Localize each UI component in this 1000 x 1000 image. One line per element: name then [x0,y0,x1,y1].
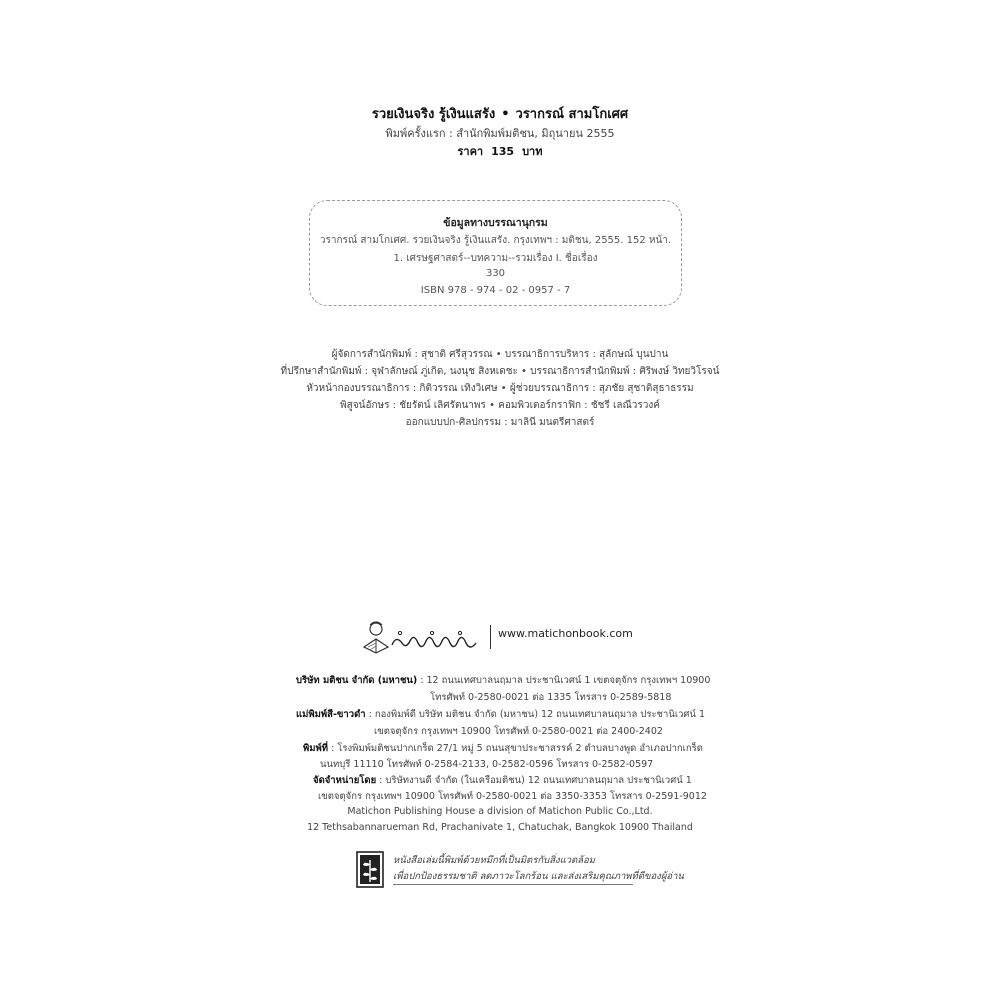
eco-notice-line: เพื่อปกป้องธรรมชาติ ลดภาวะโลกร้อน และส่งเสริมคุณภาพที่ดีของผู้อ่าน [393,871,684,882]
distributor-address-line: : บริษัทงานดี จำกัด (ในเครือมติชน) 12 ถนนเทศบาลนฤมาล ประชานิเวศน์ 1 [376,775,692,786]
cataloging-line: วรากรณ์ สามโกเศศ. รวยเงินจริง รู้เงินแสรัง. กรุงเทพฯ : มติชน, 2555. 152 หน้า. [319,235,672,246]
printer-address-line: : โรงพิมพ์มติชนปากเกร็ด 27/1 หมู่ 5 ถนนสุขาประชาสรรค์ 2 ตำบลบางพูด อำเภอปากเกร็ด [328,743,703,754]
eco-notice [393,853,684,885]
plate-address [296,707,705,722]
book-title-line [0,103,1000,124]
eco-book-icon [356,851,386,888]
price-value: 135 [491,145,515,158]
company-phone: โทรศัพท์ 0-2580-0021 ต่อ 1335 โทรสาร 0-2589-5818 [430,692,672,703]
staff-credit: ผู้จัดการสำนักพิมพ์ : สุชาติ ศรีสุวรรณ • บรรณาธิการบริหาร : สุลักษณ์ บุนปาน [331,349,669,360]
eco-notice-line: หนังสือเล่มนี้พิมพ์ด้วยหมึกที่เป็นมิตรกับสิ่งแวดล้อม [393,855,596,866]
publisher-url-link[interactable]: www.matichonbook.com [498,627,633,640]
distributor-phone: เขตจตุจักร กรุงเทพฯ 10900 โทรศัพท์ 0-2580-0021 ต่อ 3350-3353 โทรสาร 0-2591-9012 [318,791,707,802]
price-label: ราคา [457,145,484,158]
distributor-label: จัดจำหน่ายโดย [313,775,377,786]
price-unit: บาท [522,145,543,158]
eco-underline [393,884,633,885]
staff-credit: ออกแบบปก-ศิลปกรรม : มาลินี มนตรีศาสตร์ [405,417,595,428]
plate-label: แม่พิมพ์สี-ขาวดำ [296,709,366,720]
cataloging-heading: ข้อมูลทางบรรณานุกรม [443,217,548,229]
publisher-logo-icon [356,617,486,657]
book-author: วรากรณ์ สามโกเศศ [515,107,629,122]
staff-credit: ที่ปรึกษาสำนักพิมพ์ : จุฬาลักษณ์ ภู่เกิด, นงนุช สิงหเดชะ • บรรณาธิการสำนักพิมพ์ : ศิริพงษ์ วิทยวิโรจน์ [280,366,720,377]
cataloging-line: 330 [485,268,506,279]
staff-credit: พิสูจน์อักษร : ชัยรัตน์ เลิศรัตนาพร • คอมพิวเตอร์กราฟิก : ชัชรี เลณีวรวงค์ [340,400,660,411]
title-separator: • [501,107,510,122]
publisher-english-address: 12 Tethsabannarueman Rd, Prachanivate 1, Chatuchak, Bangkok 10900 Thailand [307,822,693,833]
printer-phone: นนทบุรี 11110 โทรศัพท์ 0-2584-2133, 0-2582-0596 โทรสาร 0-2582-0597 [320,759,654,770]
distributor-address [313,773,692,788]
book-title: รวยเงินจริง รู้เงินแสรัง [371,107,496,122]
edition-line: พิมพ์ครั้งแรก : สำนักพิมพ์มติชน, มิถุนายน 2555 [385,127,615,140]
printer-label: พิมพ์ที่ [303,743,329,754]
publisher-logo-row [356,617,646,657]
company-address [296,673,710,688]
plate-phone: เขตจตุจักร กรุงเทพฯ 10900 โทรศัพท์ 0-2580-0021 ต่อ 2400-2402 [374,726,663,737]
staff-credit: หัวหน้ากองบรรณาธิการ : กิติวรรณ เทิงวิเศษ • ผู้ช่วยบรรณาธิการ : สุภชัย สุชาติสุธาธรรม [306,383,694,394]
company-address-line: : 12 ถนนเทศบาลนฤมาล ประชานิเวศน์ 1 เขตจตุจักร กรุงเทพฯ 10900 [417,675,711,686]
cataloging-line: 1. เศรษฐศาสตร์--บทความ--รวมเรื่อง I. ชื่อเรื่อง [393,253,598,264]
printer-address [303,741,703,756]
plate-address-line: : กองพิมพ์ดี บริษัท มติชน จำกัด (มหาชน) 12 ถนนเทศบาลนฤมาล ประชานิเวศน์ 1 [365,709,705,720]
logo-divider [490,625,491,649]
price-line [0,142,1000,160]
cataloging-box [309,200,682,306]
company-label: บริษัท มติชน จำกัด (มหาชน) [296,675,418,686]
isbn-line: ISBN 978 - 974 - 02 - 0957 - 7 [420,285,571,296]
publisher-english-name: Matichon Publishing House a division of Matichon Public Co.,Ltd. [347,806,653,817]
